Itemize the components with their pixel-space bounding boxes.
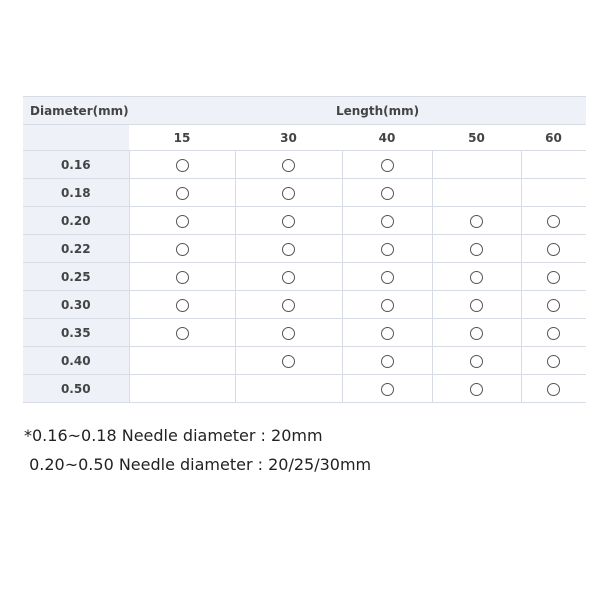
availability-cell	[129, 179, 235, 207]
table-row	[23, 151, 586, 179]
length-40: 40	[342, 125, 432, 151]
available-circle-icon	[547, 355, 560, 368]
available-circle-icon	[282, 271, 295, 284]
availability-cell	[521, 151, 586, 179]
available-circle-icon	[381, 271, 394, 284]
availability-cell	[129, 151, 235, 179]
availability-cell	[521, 207, 586, 235]
available-circle-icon	[176, 327, 189, 340]
availability-cell	[129, 319, 235, 347]
availability-cell	[235, 319, 342, 347]
availability-cell	[235, 151, 342, 179]
availability-cell	[129, 235, 235, 263]
available-circle-icon	[547, 383, 560, 396]
table-row	[23, 319, 586, 347]
available-circle-icon	[381, 243, 394, 256]
available-circle-icon	[282, 299, 295, 312]
availability-cell	[129, 347, 235, 375]
available-circle-icon	[381, 159, 394, 172]
availability-cell	[432, 207, 521, 235]
available-circle-icon	[176, 243, 189, 256]
table-row	[23, 263, 586, 291]
available-circle-icon	[176, 215, 189, 228]
available-circle-icon	[282, 327, 295, 340]
available-circle-icon	[381, 187, 394, 200]
table-row	[23, 179, 586, 207]
availability-cell	[342, 291, 432, 319]
available-circle-icon	[176, 159, 189, 172]
availability-cell	[342, 375, 432, 403]
availability-cell	[129, 263, 235, 291]
availability-cell	[432, 347, 521, 375]
table-row	[23, 207, 586, 235]
availability-cell	[521, 179, 586, 207]
table-row	[23, 375, 586, 403]
availability-cell	[235, 347, 342, 375]
available-circle-icon	[282, 215, 295, 228]
available-circle-icon	[470, 355, 483, 368]
available-circle-icon	[381, 299, 394, 312]
available-circle-icon	[470, 299, 483, 312]
diameter-cell: 0.18	[23, 179, 129, 207]
availability-cell	[129, 207, 235, 235]
available-circle-icon	[381, 383, 394, 396]
diameter-cell: 0.20	[23, 207, 129, 235]
availability-cell	[432, 235, 521, 263]
length-30: 30	[235, 125, 342, 151]
availability-cell	[235, 375, 342, 403]
availability-cell	[432, 291, 521, 319]
availability-cell	[521, 291, 586, 319]
available-circle-icon	[282, 243, 295, 256]
diameter-cell: 0.40	[23, 347, 129, 375]
availability-cell	[129, 291, 235, 319]
needle-size-table	[23, 96, 586, 403]
length-60: 60	[521, 125, 586, 151]
available-circle-icon	[547, 271, 560, 284]
available-circle-icon	[381, 327, 394, 340]
diameter-cell: 0.22	[23, 235, 129, 263]
availability-cell	[432, 179, 521, 207]
diameter-cell: 0.50	[23, 375, 129, 403]
diameter-cell: 0.25	[23, 263, 129, 291]
availability-cell	[342, 319, 432, 347]
availability-cell	[432, 263, 521, 291]
available-circle-icon	[282, 355, 295, 368]
available-circle-icon	[282, 159, 295, 172]
note-line-1: *0.16~0.18 Needle diameter : 20mm	[24, 426, 323, 445]
table-row	[23, 347, 586, 375]
length-header: Length(mm)	[129, 97, 586, 125]
availability-cell	[342, 263, 432, 291]
table-row	[23, 235, 586, 263]
table-row	[23, 291, 586, 319]
availability-cell	[129, 375, 235, 403]
diameter-cell: 0.35	[23, 319, 129, 347]
availability-cell	[342, 179, 432, 207]
note-line-2: 0.20~0.50 Needle diameter : 20/25/30mm	[24, 455, 372, 474]
diameter-cell: 0.16	[23, 151, 129, 179]
available-circle-icon	[381, 215, 394, 228]
availability-cell	[521, 263, 586, 291]
table-header-row	[23, 97, 586, 125]
availability-cell	[342, 151, 432, 179]
availability-cell	[235, 179, 342, 207]
header-spacer	[23, 125, 129, 151]
length-values-row	[23, 125, 586, 151]
needle-size-table-wrapper	[23, 96, 586, 403]
availability-cell	[521, 375, 586, 403]
diameter-cell: 0.30	[23, 291, 129, 319]
availability-cell	[342, 235, 432, 263]
length-50: 50	[432, 125, 521, 151]
availability-cell	[235, 207, 342, 235]
available-circle-icon	[547, 299, 560, 312]
available-circle-icon	[547, 215, 560, 228]
available-circle-icon	[381, 355, 394, 368]
available-circle-icon	[547, 327, 560, 340]
available-circle-icon	[282, 187, 295, 200]
available-circle-icon	[547, 243, 560, 256]
availability-cell	[342, 207, 432, 235]
availability-cell	[521, 319, 586, 347]
availability-cell	[432, 319, 521, 347]
availability-cell	[432, 375, 521, 403]
length-15: 15	[129, 125, 235, 151]
available-circle-icon	[470, 383, 483, 396]
availability-cell	[521, 347, 586, 375]
availability-cell	[521, 235, 586, 263]
availability-cell	[235, 291, 342, 319]
availability-cell	[235, 235, 342, 263]
available-circle-icon	[176, 187, 189, 200]
available-circle-icon	[176, 271, 189, 284]
availability-cell	[342, 347, 432, 375]
availability-cell	[432, 151, 521, 179]
available-circle-icon	[470, 243, 483, 256]
available-circle-icon	[470, 327, 483, 340]
diameter-header: Diameter(mm)	[23, 97, 129, 125]
available-circle-icon	[176, 299, 189, 312]
available-circle-icon	[470, 215, 483, 228]
availability-cell	[235, 263, 342, 291]
available-circle-icon	[470, 271, 483, 284]
